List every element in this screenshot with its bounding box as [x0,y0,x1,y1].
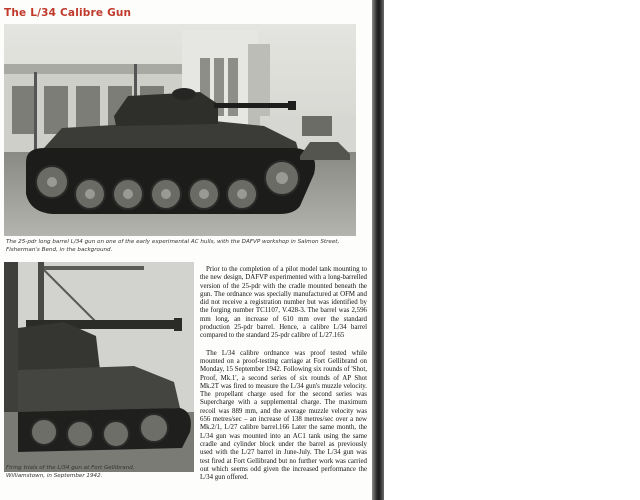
tank-workshop-illustration [4,24,356,236]
firing-trials-illustration [4,262,194,472]
blank-margin [384,0,640,500]
book-spine-shadow [372,0,384,500]
figure-caption-bottom: Firing trials of the L/34 gun at Fort Gellibrand, Williamstown, in September 1942. [6,465,135,479]
figure-caption-top: The 25-pdr long barrel L/34 gun on one of the early experimental AC hulls, with the DAFVP workshop in Salmon Street, Fisherman's Bend, in the background. [6,239,340,253]
page-title: The L/34 Calibre Gun [4,7,132,19]
body-text-column [200,266,367,491]
body-paragraph: The L/34 calibre ordnance was proof tested while mounted on a proof-testing carriage at Fort Gellibrand on Monday, 15 September 1942. Following six rounds of 'Shot, Proof, Mk.1', a second series of six rounds of AP Shot Mk.2T was fired to measure the L/34 gun's muzzle velocity. The propellant charge used for the second series was Supercharge with a supplemental charge. The maximum recoil was 889 mm, and the average muzzle velocity was 656 metres/sec – an increase of 138 metres/sec over a new Mk.2/1, L/27 calibre barrel.166 Later the same month, the L/34 gun was mounted into an AC1 tank using the same cradle and cylinder block under the barrel as previously used with the L/27 barrel in June-July. The L/34 gun was test fired at Fort Gellibrand but no further work was carried out which seems odd given the increased performance the L/34 gun offered. [200,349,367,482]
firing-trials-photo [4,262,194,472]
tank-workshop-photo [4,24,356,236]
body-paragraph: Prior to the completion of a pilot model tank mounting to the new design, DAFVP experimented with a long-barrelled version of the 25-pdr with the cradle mounted beneath the gun. The ordnance was specially manufactured at OFM and did not receive a registration number but was identified by the forging number TC1107, V.428-3. The barrel was 2,596 mm long, an increase of 610 mm over the standard production 25-pdr barrel. Hence, a calibre L/34 barrel compared to the standard 25-pdr calibre of L/27.165 [200,266,367,340]
